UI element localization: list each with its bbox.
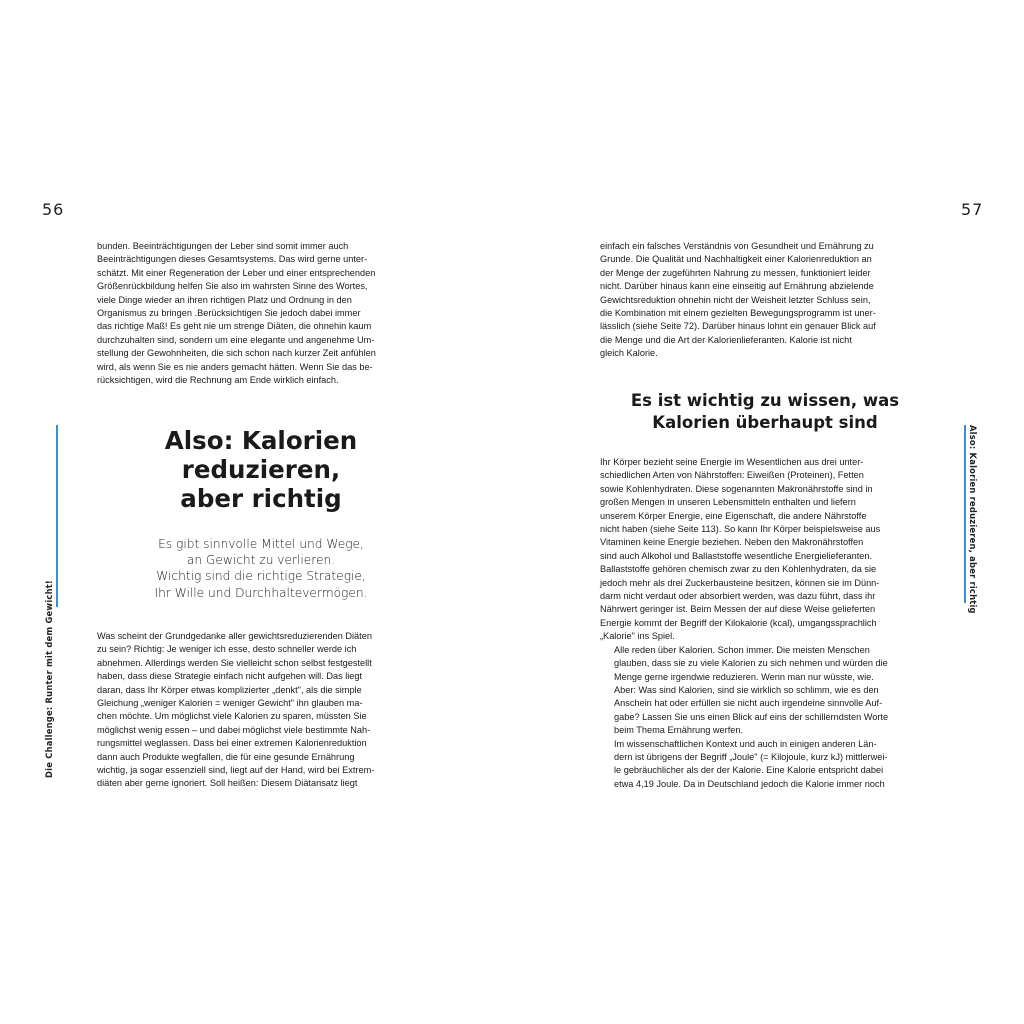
text-line: Was scheint der Grundgedanke aller gewichtsreduzierenden Diäten	[97, 631, 372, 641]
left-top-paragraph	[97, 240, 425, 387]
chapter-subtitle	[97, 536, 425, 601]
body-paragraph-1	[600, 456, 930, 644]
text-line: Beeinträchtigungen dieses Gesamtsystems. Das wird gerne unter-	[97, 254, 368, 265]
text-line: darm nicht verdaut oder absorbiert werden, was dazu führt, dass ihr	[600, 591, 876, 602]
heading-line: an Gewicht zu verlieren.	[186, 553, 336, 568]
left-bottom-paragraph	[97, 630, 425, 791]
body-text	[600, 240, 930, 361]
text-line: daran, dass Ihr Körper etwas komplizierter „denkt", als die simple	[97, 684, 362, 695]
heading-line: Es ist wichtig zu wissen, was	[630, 391, 900, 410]
text-line: lässlich (siehe Seite 72). Darüber hinaus lohnt ein genauer Blick auf	[600, 321, 876, 332]
text-line: Im wissenschaftlichen Kontext und auch in einigen anderen Län-	[614, 738, 877, 749]
text-line: rücksichtigen, wird die Rechnung am Ende wirklich einfach.	[97, 375, 339, 386]
text-line: nicht. Darüber hinaus kann eine einseitig auf Ernährung abzielende	[600, 281, 874, 292]
text-line: Energie kommt der Begriff der Kilokalorie (kcal), umgangssprachlich	[600, 617, 877, 628]
page-number-left: 56	[42, 200, 65, 219]
text-line: le gebräuchlicher als der der Kalorie. Eine Kalorie entspricht dabei	[614, 765, 884, 776]
body-paragraph-3	[600, 738, 930, 792]
text-line: bunden. Beeinträchtigungen der Leber sind somit immer auch	[97, 241, 349, 251]
text-line: glauben, dass sie zu viele Kalorien zu sich nehmen und würden die	[614, 658, 888, 669]
running-head-right	[966, 425, 978, 614]
text-line: jedoch mehr als drei Zuckerbausteine besitzen, können sie im Dünn-	[600, 577, 880, 588]
text-line: schiedlichen Arten von Nährstoffen: Eiweißen (Proteinen), Fetten	[600, 470, 864, 481]
text-line: die Kombination mit einem gezielten Bewegungsprogramm ist uner-	[600, 308, 876, 319]
text-line: unserem Körper Energie, eine Eigenschaft, die andere Nährstoffe	[600, 510, 867, 521]
text-line: das richtige Maß! Es geht nie um strenge Diäten, die ohnehin kaum	[97, 321, 372, 332]
text-line: viele Dinge wieder an ihren richtigen Platz und Ordnung in den	[97, 294, 352, 305]
heading-line: aber richtig	[180, 484, 342, 513]
text-line: rungsmittel weglassen. Dass bei einer extremen Kalorienreduktion	[97, 738, 367, 749]
text-line: wird, als wenn Sie es nie anders gemacht hätten. Wenn Sie das be-	[97, 361, 373, 372]
text-line: diäten aber gerne ignoriert. Soll heißen: Diesem Diätansatz liegt	[97, 778, 358, 789]
text-line: Gleichung „weniger Kalorien = weniger Gewicht" ihn glauben ma-	[97, 698, 363, 709]
running-head-left-text: Die Challenge: Runter mit dem Gewicht!	[44, 580, 54, 778]
text-line: gleich Kalorie.	[600, 348, 658, 359]
text-line: Organismus zu bringen .Berücksichtigen Sie jedoch dabei immer	[97, 308, 361, 319]
text-line: die Menge und die Art der Kalorienlieferanten. Kalorie ist nicht	[600, 334, 852, 345]
running-head-left	[44, 425, 56, 778]
text-line: großen Mengen in unseren Lebensmitteln enthalten und liefern	[600, 497, 856, 508]
heading-line: Ihr Wille und Durchhaltevermögen.	[154, 585, 368, 600]
text-line: Alle reden über Kalorien. Schon immer. Die meisten Menschen	[614, 644, 870, 655]
text-line: zu sein? Richtig: Je weniger ich esse, desto schneller werde ich	[97, 644, 357, 655]
text-line: etwa 4,19 Joule. Da in Deutschland jedoch die Kalorie immer noch	[614, 778, 885, 789]
text-line: Größenrückbildung helfen Sie also im wahrsten Sinne des Wortes,	[97, 281, 368, 292]
text-line: der Menge der zugeführten Nahrung zu messen, funktioniert leider	[600, 267, 871, 278]
text-line: Grunde. Die Qualität und Nachhaltigkeit einer Kalorienreduktion an	[600, 254, 872, 265]
right-top-paragraph	[600, 240, 930, 361]
text-line: gabe? Lassen Sie uns einen Blick auf eins der schillerndsten Worte	[614, 711, 889, 722]
text-line: dern ist übrigens der Begriff „Joule" (= Kilojoule, kurz kJ) mittlerwei-	[614, 751, 888, 762]
text-line: einfach ein falsches Verständnis von Gesundheit und Ernährung zu	[600, 241, 874, 251]
text-line: schätzt. Mit einer Regeneration der Leber und einer entsprechenden	[97, 267, 376, 278]
text-line: Ihr Körper bezieht seine Energie im Wesentlichen aus drei unter-	[600, 457, 864, 467]
text-line: chen möchte. Um möglichst viele Kalorien zu sparen, müssten Sie	[97, 711, 367, 722]
text-line: Menge gerne irgendwie reduzieren. Wenn man nur wüsste, wie.	[614, 671, 874, 682]
text-line: sowie Kohlenhydraten. Diese sogenannten Makronährstoffe sind in	[600, 483, 873, 494]
text-line: Gewichtsreduktion ohnehin nicht der Weisheit letzter Schluss sein,	[600, 294, 871, 305]
heading-line: Also: Kalorien	[164, 426, 358, 455]
heading-line: Es gibt sinnvolle Mittel und Wege,	[158, 537, 364, 551]
text-line: Aber: Was sind Kalorien, sind sie wirklich so schlimm, wie es den	[614, 684, 879, 695]
chapter-heading	[97, 426, 425, 513]
page-number-right: 57	[961, 200, 984, 219]
heading-line: reduzieren,	[181, 455, 341, 484]
text-line: Vitaminen keine Energie beziehen. Neben den Makronährstoffen	[600, 537, 864, 548]
text-line: möglichst wenig essen – und dabei möglichst viele bestimmte Nah-	[97, 724, 371, 735]
text-line: abnehmen. Allerdings werden Sie vielleicht schon selbst festgestellt	[97, 657, 372, 668]
heading-line: Kalorien überhaupt sind	[652, 413, 878, 432]
text-line: Nährwert geringer ist. Beim Messen der auf diese Weise gelieferten	[600, 604, 876, 615]
text-line: wichtig, ja sogar essenziell sind, liegt auf der Hand, wird bei Extrem-	[97, 765, 375, 776]
accent-bar-right	[964, 425, 966, 603]
running-head-right-text: Also: Kalorien reduzieren, aber richtig	[968, 425, 978, 614]
text-line: „Kalorie" ins Spiel.	[600, 631, 675, 642]
body-paragraph-2	[600, 644, 930, 738]
heading-line: Wichtig sind die richtige Strategie,	[156, 569, 366, 584]
body-text	[97, 630, 425, 791]
text-line: durchzuhalten sind, sondern um eine elegante und angenehme Um-	[97, 334, 375, 345]
text-line: dann auch Produkte wegfallen, die für eine gesunde Ernährung	[97, 751, 355, 762]
text-line: haben, dass diese Strategie einfach nicht aufgehen will. Das liegt	[97, 671, 363, 682]
body-text	[97, 240, 425, 387]
text-line: Anschein hat oder erfüllen sie nicht auch irgendeine sinnvolle Auf-	[614, 698, 883, 709]
text-line: nicht haben (siehe Seite 113). So kann Ihr Körper beispielsweise aus	[600, 524, 881, 535]
text-line: Ballaststoffe gehören chemisch zwar zu den Kohlenhydraten, da sie	[600, 564, 877, 575]
section-heading	[600, 390, 930, 434]
text-line: sind auch Alkohol und Ballaststoffe wesentliche Energielieferanten.	[600, 550, 873, 561]
right-bottom-section	[600, 456, 930, 791]
text-line: beim Thema Ernährung werfen.	[614, 725, 744, 736]
text-line: stellung der Gewohnheiten, die sich schon nach kurzer Zeit anfühlen	[97, 348, 376, 359]
accent-bar-left	[56, 425, 58, 607]
